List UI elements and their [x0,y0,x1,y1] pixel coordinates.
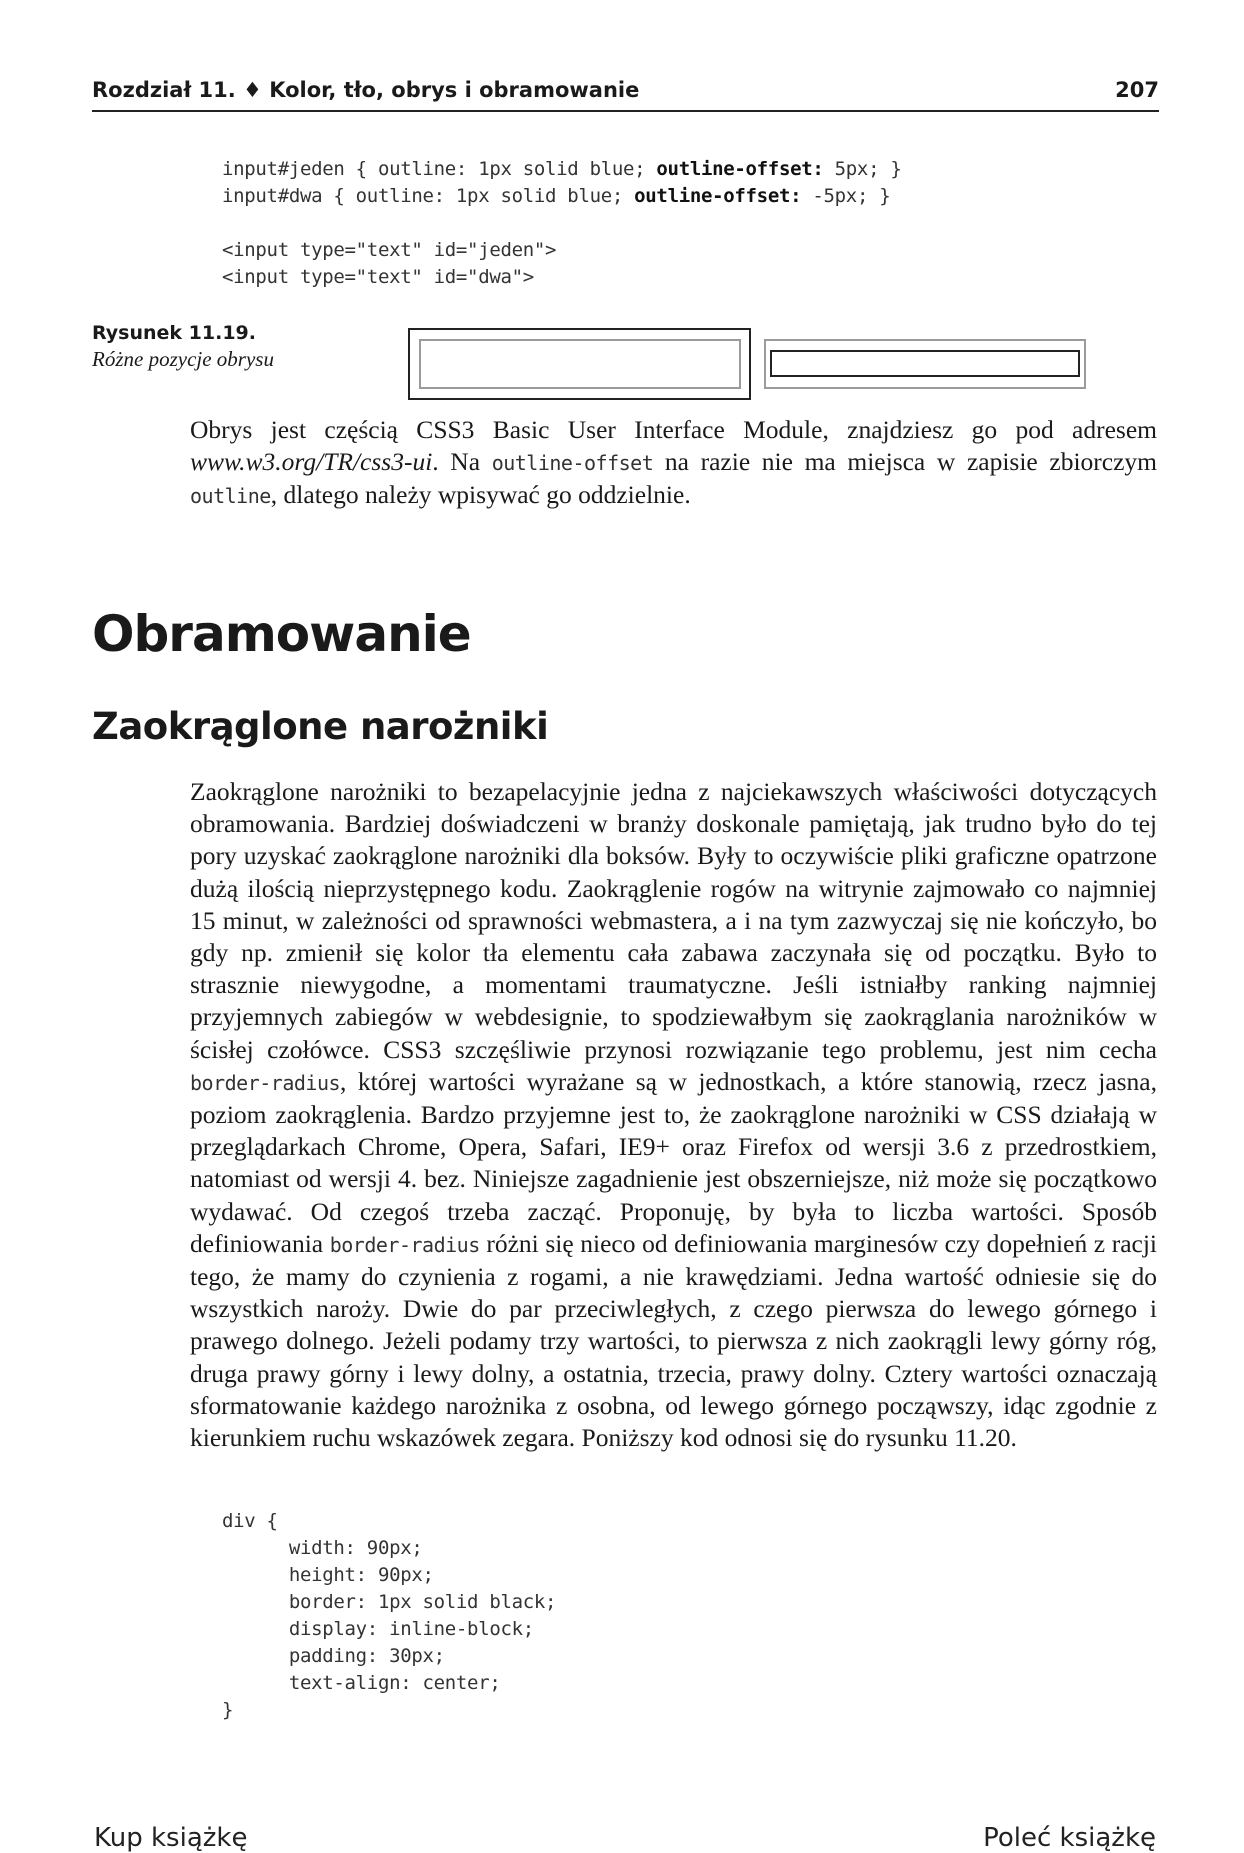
inline-code: outline [190,484,271,509]
code-line: width: 90px; [222,1537,423,1559]
code-line: display: inline-block; [222,1618,534,1640]
recommend-book-link[interactable]: Poleć książkę [983,1823,1156,1853]
code-block-div [222,1508,556,1724]
inline-code: border-radius [190,1070,341,1095]
chapter-title: Rozdział 11. ♦ Kolor, tło, obrys i obramowanie [92,78,640,102]
code-line: } [222,1699,234,1721]
inline-code: border-radius [329,1232,480,1257]
section-title: Obramowanie [92,605,471,663]
figure-number: Rysunek 11.19. [92,322,256,344]
code-line: input#dwa { outline: 1px solid blue; outline-offset: -5px; } [222,185,891,207]
code-line: border: 1px solid black; [222,1591,557,1613]
input-jeden [419,339,741,389]
page-number: 207 [1115,78,1159,102]
code-line: div { [222,1510,278,1532]
figure-title: Różne pozycje obrysu [92,347,274,371]
outline-negative-offset [770,350,1080,377]
inline-code: outline-offset [491,451,654,476]
code-line: padding: 30px; [222,1645,445,1667]
page-header [92,78,1159,112]
paragraph-rounded-corners: Zaokrąglone narożniki to bezapelacyjnie jedna z najciekawszych właściwości dotyczących obramowania. Bardziej doświadczeni w branży doskonale pamiętają, jak trudno było do tej pory uzyskać zaokrąglone narożniki dla boksów. Były to oczywiście pliki graficzne opatrzone dużą ilością nieprzystępnego kodu. Zaokrąglenie rogów na witrynie zajmowało co najmniej 15 minut, w zależności od sprawności webmastera, a i na tym zazwyczaj się nie kończyło, bo gdy np. zmienił się kolor tła elementu cała zabawa zaczynała się od początku. Było to strasznie niewygodne, a momentami traumatyczne. Jeśli istniałby ranking najmniej przyjemnych zabiegów w webdesignie, to spodziewałbym się zaokrąglania narożników w ścisłej czołówce. CSS3 szczęśliwie przynosi rozwiązanie tego problemu, jest nim cecha border-radius, której wartości wyrażane są w jednostkach, a które stanowią, rzecz jasna, poziom zaokrąglenia. Bardzo przyjemne jest to, że zaokrąglone narożniki w CSS działają w przeglądarkach Chrome, Opera, Safari, IE9+ oraz Firefox od wersji 3.6 z przedrostkiem, natomiast od wersji 4. bez. Niniejsze zagadnienie jest obszerniejsze, niż może się początkowo wydawać. Od czegoś trzeba zacząć. Proponuję, by była to liczba wartości. Sposób definiowania border-radius różni się nieco od definiowania marginesów czy dopełnień z racji tego, że mamy do czynienia z rogami, a nie krawędziami. Jedna wartość odniesie się do wszystkich naroży. Dwie do par przeciwległych, z czego pierwsza do lewego górnego i prawego dolnego. Jeżeli podamy trzy wartości, to pierwsza z nich zaokrągli lewy górny róg, druga prawy górny i lewy dolny, a ostatnia, trzecia, prawy dolny. Cztery wartości oznaczają sformatowanie każdego narożnika z osobna, od lewego górnego począwszy, idąc zgodnie z kierunkiem ruchu wskazówek zegara. Poniższy kod odnosi się do rysunku 11.20. [190,777,1157,1453]
subsection-title: Zaokrąglone narożniki [92,705,549,748]
figure-caption [92,322,274,372]
paragraph-outline-info: Obrys jest częścią CSS3 Basic User Interface Module, znajdziesz go pod adresem www.w3.org/TR/css3-ui. Na outline-offset na razie nie ma miejsca w zapisie zbiorczym outline, dlatego należy wpisywać go oddzielnie. [190,415,1157,510]
code-line: <input type="text" id="dwa"> [222,266,534,288]
buy-book-link[interactable]: Kup książkę [94,1823,248,1853]
code-line: input#jeden { outline: 1px solid blue; outline-offset: 5px; } [222,158,902,180]
w3-link[interactable]: www.w3.org/TR/css3-ui [190,447,433,477]
code-line: height: 90px; [222,1564,434,1586]
code-line: text-align: center; [222,1672,501,1694]
code-line: <input type="text" id="jeden"> [222,239,557,261]
code-block-outline [222,156,902,291]
